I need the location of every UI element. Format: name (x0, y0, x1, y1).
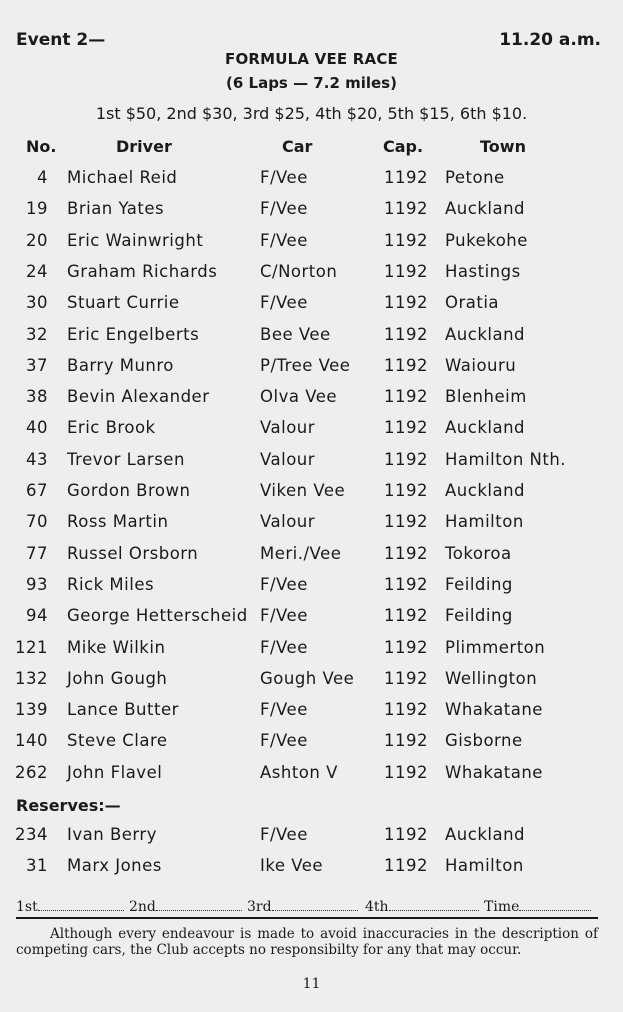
result-time-label: Time (484, 899, 520, 915)
entry-car: Gough Vee (260, 668, 355, 688)
entry-capacity: 1192 (384, 856, 428, 875)
entry-town: Whakatane (445, 700, 543, 720)
entry-car: Viken Vee (260, 481, 346, 500)
entry-capacity: 1192 (384, 168, 428, 187)
table-row (0, 387, 623, 411)
entry-capacity: 1192 (384, 481, 428, 500)
entry-town: Feilding (445, 574, 513, 594)
entry-town: Wellington (445, 668, 538, 688)
entry-number: 70 (26, 512, 48, 532)
entry-town: Waiouru (445, 355, 517, 375)
table-row (0, 168, 623, 192)
entry-driver: Stuart Currie (67, 293, 180, 313)
prize-money: 1st $50, 2nd $30, 3rd $25, 4th $20, 5th $15, 6th $10. (95, 104, 528, 123)
entry-driver: Bevin Alexander (67, 387, 210, 407)
entry-capacity: 1192 (384, 574, 428, 594)
entry-capacity: 1192 (384, 230, 428, 250)
table-row (0, 199, 623, 223)
entry-number: 234 (15, 825, 48, 844)
entry-car: F/Vee (260, 700, 308, 720)
entry-number: 31 (26, 856, 48, 875)
entry-capacity: 1192 (384, 731, 428, 751)
column-car: Car (282, 137, 313, 156)
entry-number: 20 (26, 230, 48, 250)
entry-number: 4 (37, 168, 48, 187)
entry-town: Hastings (445, 261, 521, 281)
entry-number: 93 (26, 574, 48, 594)
entry-driver: John Gough (67, 668, 168, 688)
entry-town: Auckland (445, 199, 525, 219)
entry-town: Auckland (445, 825, 525, 844)
table-row (0, 763, 623, 787)
table-row (0, 856, 623, 880)
entry-number: 139 (15, 700, 48, 720)
entry-driver: Marx Jones (67, 856, 162, 875)
entry-driver: Barry Munro (67, 355, 174, 375)
entry-capacity: 1192 (384, 449, 428, 469)
entry-car: F/Vee (260, 574, 308, 594)
entry-driver: Rick Miles (67, 574, 155, 594)
entry-car: F/Vee (260, 825, 308, 844)
entry-car: F/Vee (260, 637, 308, 657)
entry-driver: Ivan Berry (67, 825, 157, 844)
entry-capacity: 1192 (384, 293, 428, 313)
entry-driver: Brian Yates (67, 199, 165, 219)
entry-capacity: 1192 (384, 324, 428, 344)
entry-town: Gisborne (445, 731, 523, 751)
entry-number: 262 (15, 762, 48, 782)
entry-number: 67 (26, 481, 48, 500)
entry-car: C/Norton (260, 261, 338, 281)
entry-car: F/Vee (260, 606, 308, 626)
table-row (0, 638, 623, 662)
entry-number: 43 (26, 449, 48, 469)
table-row (0, 262, 623, 286)
table-row (0, 606, 623, 630)
entry-capacity: 1192 (384, 261, 428, 281)
entry-number: 24 (26, 261, 48, 281)
entry-number: 19 (26, 199, 48, 219)
entry-car: F/Vee (260, 168, 308, 187)
entry-driver: Russel Orsborn (67, 543, 199, 563)
entry-town: Auckland (445, 418, 525, 438)
result-4th-label: 4th (365, 899, 389, 915)
entry-number: 30 (26, 293, 48, 313)
table-row (0, 575, 623, 599)
result-1st-label: 1st (16, 899, 38, 915)
table-row (0, 512, 623, 536)
table-row (0, 731, 623, 755)
entry-car: Valour (260, 418, 316, 438)
entry-capacity: 1192 (384, 825, 428, 844)
entry-driver: Steve Clare (67, 731, 168, 751)
entry-capacity: 1192 (384, 700, 428, 720)
entry-driver: Gordon Brown (67, 481, 191, 500)
entry-town: Plimmerton (445, 637, 546, 657)
entry-capacity: 1192 (384, 668, 428, 688)
entry-town: Auckland (445, 324, 525, 344)
entry-driver: Ross Martin (67, 512, 169, 532)
table-row (0, 356, 623, 380)
entry-driver: Eric Brook (67, 418, 156, 438)
column-no: No. (26, 137, 57, 156)
race-distance: (6 Laps — 7.2 miles) (226, 74, 397, 92)
entry-driver: Eric Wainwright (67, 230, 204, 250)
entry-town: Oratia (445, 293, 500, 313)
entry-town: Auckland (445, 481, 525, 500)
reserves-heading: Reserves:— (16, 796, 121, 815)
entry-car: Bee Vee (260, 324, 331, 344)
entry-town: Blenheim (445, 387, 527, 407)
entry-capacity: 1192 (384, 387, 428, 407)
entry-driver: John Flavel (67, 762, 163, 782)
result-2nd-label: 2nd (129, 899, 156, 915)
result-3rd-label: 3rd (247, 899, 272, 915)
entry-capacity: 1192 (384, 199, 428, 219)
table-row (0, 669, 623, 693)
entry-driver: Trevor Larsen (67, 449, 185, 469)
table-row (0, 481, 623, 505)
table-row (0, 418, 623, 442)
entry-capacity: 1192 (384, 418, 428, 438)
column-cap: Cap. (383, 137, 424, 156)
table-row (0, 825, 623, 849)
event-time: 11.20 a.m. (499, 30, 601, 50)
entry-capacity: 1192 (384, 543, 428, 563)
entry-driver: Lance Butter (67, 700, 179, 720)
table-row (0, 544, 623, 568)
entry-town: Tokoroa (445, 543, 512, 563)
entry-car: F/Vee (260, 230, 308, 250)
entry-car: P/Tree Vee (260, 355, 351, 375)
entry-driver: Eric Engelberts (67, 324, 200, 344)
entry-number: 121 (15, 637, 48, 657)
entry-town: Hamilton Nth. (445, 449, 567, 469)
entry-car: Olva Vee (260, 387, 338, 407)
entry-car: Ike Vee (260, 856, 324, 875)
entry-capacity: 1192 (384, 762, 428, 782)
entry-driver: George Hetterscheid (67, 606, 248, 626)
entry-number: 32 (26, 324, 48, 344)
table-header (0, 137, 623, 161)
entry-car: Meri./Vee (260, 543, 342, 563)
entry-town: Hamilton (445, 512, 524, 532)
entry-capacity: 1192 (384, 512, 428, 532)
results-fill-in-line (16, 898, 598, 916)
table-row (0, 700, 623, 724)
disclaimer-text: Although every endeavour is made to avoid inaccuracies in the description of competing cars, the Club accepts no responsibilty for any that may occur. (16, 926, 598, 958)
entry-car: F/Vee (260, 731, 308, 751)
table-row (0, 231, 623, 255)
entry-town: Whakatane (445, 762, 543, 782)
entry-driver: Graham Richards (67, 261, 218, 281)
entry-number: 77 (26, 543, 48, 563)
race-title: FORMULA VEE RACE (225, 50, 398, 68)
entry-car: Valour (260, 449, 316, 469)
page-number: 11 (302, 976, 321, 992)
entry-car: Ashton V (260, 762, 338, 782)
entry-driver: Michael Reid (67, 168, 178, 187)
event-number: Event 2— (16, 30, 106, 50)
entry-town: Pukekohe (445, 230, 528, 250)
entry-number: 132 (15, 668, 48, 688)
entry-number: 140 (15, 731, 48, 751)
entry-number: 37 (26, 355, 48, 375)
table-row (0, 293, 623, 317)
table-row (0, 325, 623, 349)
entry-driver: Mike Wilkin (67, 637, 166, 657)
entry-car: F/Vee (260, 293, 308, 313)
entry-capacity: 1192 (384, 637, 428, 657)
entry-car: Valour (260, 512, 316, 532)
entry-capacity: 1192 (384, 355, 428, 375)
entry-car: F/Vee (260, 199, 308, 219)
entry-town: Hamilton (445, 856, 524, 875)
column-driver: Driver (116, 137, 172, 156)
entry-number: 38 (26, 387, 48, 407)
entry-number: 94 (26, 606, 48, 626)
entry-town: Feilding (445, 606, 513, 626)
entry-town: Petone (445, 168, 505, 187)
column-town: Town (480, 137, 526, 156)
entry-capacity: 1192 (384, 606, 428, 626)
table-row (0, 450, 623, 474)
entry-number: 40 (26, 418, 48, 438)
divider-rule (16, 917, 598, 919)
